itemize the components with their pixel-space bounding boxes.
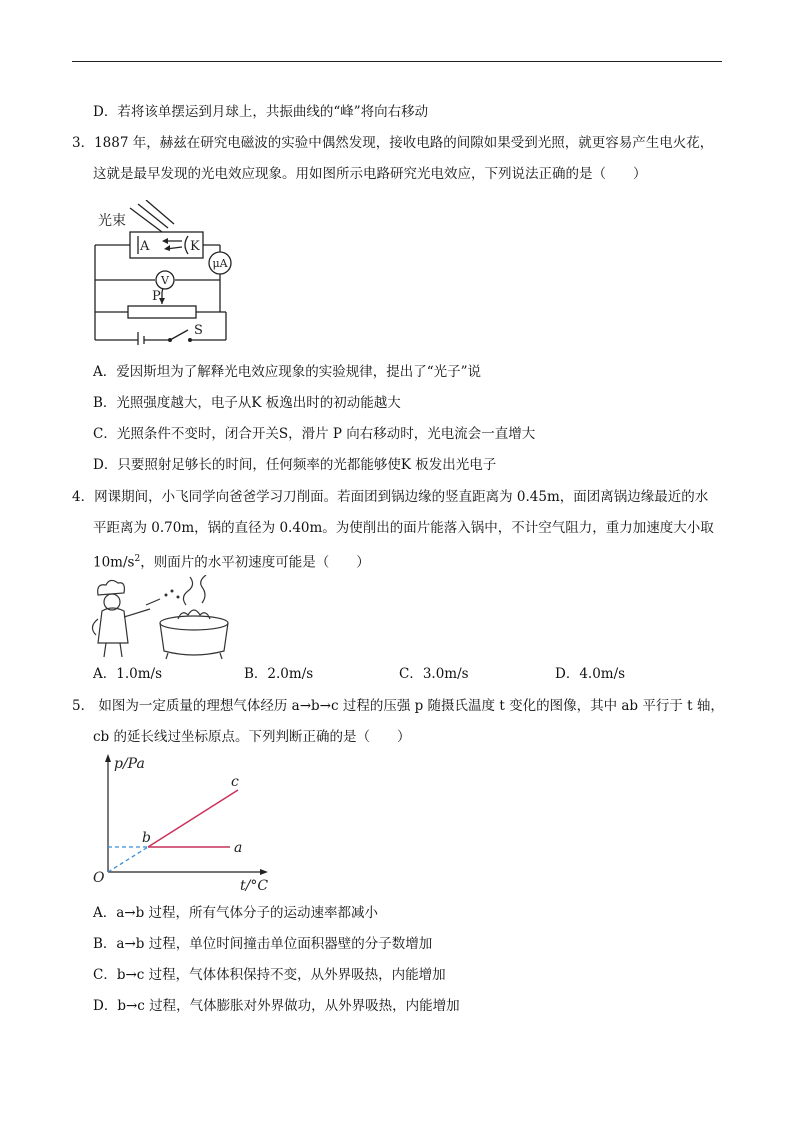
q4-option-a: A．1.0m/s: [93, 666, 162, 682]
chef-cooking-illustration: [88, 575, 233, 660]
label-P: P: [152, 289, 161, 304]
q2-option-d: D．若将该单摆运到月球上，共振曲线的“峰”将向右移动: [93, 104, 429, 120]
q5-option-d: D．b→c 过程，气体膨胀对外界做功，从外界吸热，内能增加: [93, 998, 460, 1014]
label-beam: 光束: [98, 213, 126, 229]
q5-option-a: A．a→b 过程，所有气体分子的运动速率都减小: [93, 905, 379, 921]
q4-stem-line2: 平距离为 0.70m，锅的直径为 0.40m。为使削出的面片能落入锅中，不计空气阻力，重力加速度大小取: [93, 520, 714, 536]
q3-option-d: D．只要照射足够长的时间，任何频率的光都能够使K 板发出光电子: [93, 457, 497, 473]
origin-label: O: [93, 870, 105, 886]
q3-option-c: C．光照条件不变时，闭合开关S，滑片 P 向右移动时，光电流会一直增大: [93, 426, 536, 442]
label-microammeter: μA: [212, 257, 228, 270]
q5-stem-line2: cb 的延长线过坐标原点。下列判断正确的是（ ）: [93, 729, 411, 745]
process-lines: [148, 790, 238, 847]
label-K: K: [190, 239, 200, 254]
dashed-guides: [108, 847, 148, 872]
q4-option-b: B．2.0m/s: [244, 666, 314, 682]
q4-option-c: C．3.0m/s: [399, 666, 469, 682]
y-axis-label: p/Pa: [114, 756, 145, 772]
header-rule: [72, 61, 722, 62]
q4-stem-line1: 4．网课期间，小飞同学向爸爸学习刀削面。若面团到锅边缘的竖直距离为 0.45m，面团离锅边缘最近的水: [72, 489, 709, 505]
label-voltmeter: V: [161, 274, 169, 287]
q5-option-b: B．a→b 过程，单位时间撞击单位面积器壁的分子数增加: [93, 936, 433, 952]
line-bc: [148, 790, 238, 847]
q4-option-d: D．4.0m/s: [555, 666, 626, 682]
label-A: A: [140, 239, 150, 254]
x-axis-label: t/°C: [240, 878, 269, 894]
q3-option-b: B．光照强度越大，电子从K 板逸出时的初动能越大: [93, 395, 401, 411]
q5-stem-line1: 5． 如图为一定质量的理想气体经历 a→b→c 过程的压强 p 随摄氏温度 t 变化的图像，其中 ab 平行于 t 轴，: [72, 698, 724, 714]
q5-option-c: C．b→c 过程，气体体积保持不变，从外界吸热，内能增加: [93, 967, 446, 983]
q3-stem-line1: 3．1887 年，赫兹在研究电磁波的实验中偶然发现，接收电路的间隙如果受到光照，就更容易产生电火花，: [72, 135, 714, 151]
point-a-label: a: [234, 840, 243, 856]
q3-stem-line2: 这就是最早发现的光电效应现象。用如图所示电路研究光电效应，下列说法正确的是（ ）: [93, 166, 647, 182]
q4-stem-line3: $10m/s^2$，则面片的水平初速度可能是（ ）: [93, 554, 370, 571]
q3-option-a: A．爱因斯坦为了解释光电效应现象的实验规律，提出了“光子”说: [93, 364, 482, 380]
photoelectric-circuit-diagram: [90, 200, 250, 345]
point-b-label: b: [142, 830, 151, 846]
label-S: S: [194, 323, 203, 338]
pressure-temperature-graph: [88, 752, 278, 894]
point-c-label: c: [231, 774, 239, 790]
